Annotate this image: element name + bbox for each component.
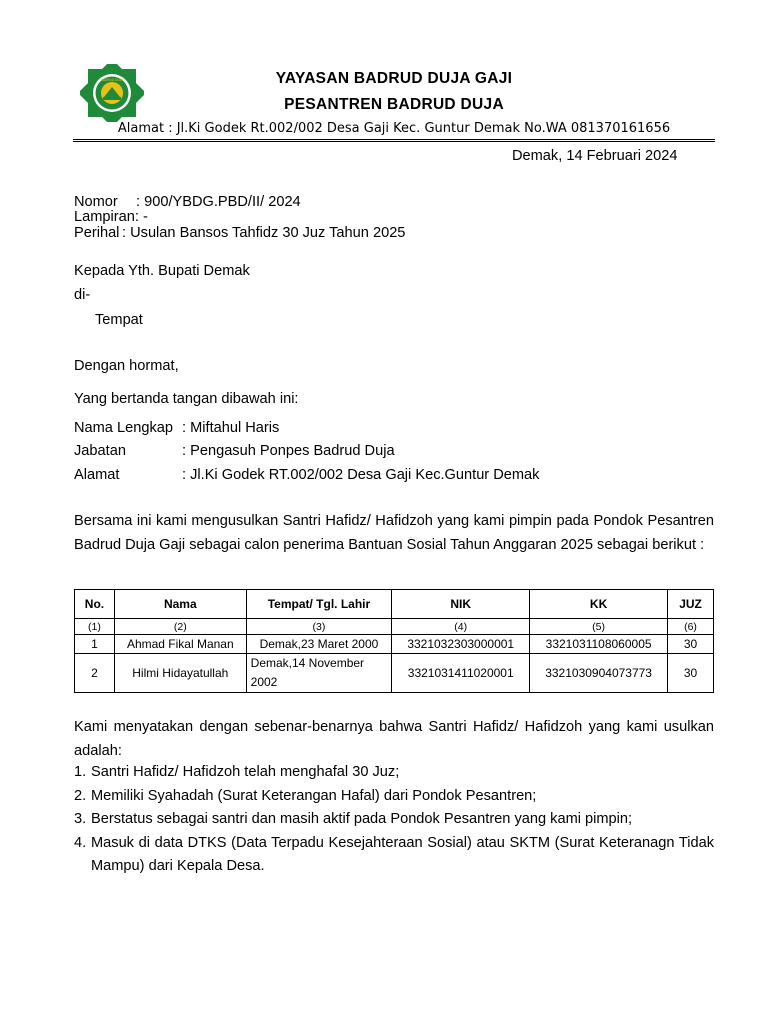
list-item	[74, 785, 714, 809]
lampiran-line: Lampiran: -	[74, 209, 148, 225]
conditions-list	[74, 761, 714, 879]
school-name: PESANTREN BADRUD DUJA	[284, 96, 504, 113]
cell-kk: 3321030904073773	[530, 654, 668, 693]
perihal-value: : Usulan Bansos Tahfidz 30 Juz Tahun 2025	[122, 225, 406, 241]
table-row	[75, 654, 714, 693]
recipient-line-2: di-	[74, 287, 91, 303]
list-item-number: 2.	[74, 787, 87, 804]
cell-nik: 3321032303000001	[392, 635, 530, 654]
recipient-line-1: Kepada Yth. Bupati Demak	[74, 263, 250, 279]
cell-no: 1	[75, 635, 115, 654]
nomor-value: : 900/YBDG.PBD/II/ 2024	[136, 194, 301, 210]
header-kk: KK	[530, 590, 668, 619]
cell-nik: 3321031411020001	[392, 654, 530, 693]
colnum-2: (2)	[114, 619, 246, 635]
letter-date: Demak, 14 Februari 2024	[512, 148, 678, 164]
colnum-5: (5)	[530, 619, 668, 635]
logo-text: BADRUD DUJA	[100, 78, 124, 82]
header-ttl: Tempat/ Tgl. Lahir	[246, 590, 392, 619]
signer-address-label: Alamat	[74, 467, 120, 483]
colnum-1: (1)	[75, 619, 115, 635]
cell-juz: 30	[668, 654, 714, 693]
colnum-4: (4)	[392, 619, 530, 635]
colnum-6: (6)	[668, 619, 714, 635]
table-row	[75, 635, 714, 654]
recipient-line-3: Tempat	[95, 312, 143, 328]
header-nik: NIK	[392, 590, 530, 619]
santri-table	[74, 589, 714, 693]
list-item-number: 1.	[74, 764, 87, 780]
perihal-line	[74, 225, 405, 241]
list-item	[74, 832, 714, 879]
cell-ttl: Demak,23 Maret 2000	[246, 635, 392, 654]
cell-no: 2	[75, 654, 115, 693]
colnum-3: (3)	[246, 619, 392, 635]
header-juz: JUZ	[668, 590, 714, 619]
list-item-text: Santri Hafidz/ Hafidzoh telah menghafal 30 Juz;	[91, 764, 400, 780]
header-no: No.	[75, 590, 115, 619]
list-item-text: Masuk di data DTKS (Data Terpadu Kesejahteraan Sosial) atau SKTM (Surat Keteranagn Tidak Mampu) dari Kepala Desa.	[91, 834, 714, 874]
signer-name-label: Nama Lengkap	[74, 420, 173, 436]
org-name: YAYASAN BADRUD DUJA GAJI	[275, 70, 513, 87]
signer-position-label: Jabatan	[74, 443, 126, 459]
table-column-number-row	[75, 619, 714, 635]
signer-position-value: : Pengasuh Ponpes Badrud Duja	[182, 443, 395, 459]
signer-address-value: : Jl.Ki Godek RT.002/002 Desa Gaji Kec.Guntur Demak	[182, 467, 540, 483]
list-item-text: Memiliki Syahadah (Surat Keterangan Hafal) dari Pondok Pesantren;	[91, 787, 537, 804]
cell-kk: 3321031108060005	[530, 635, 668, 654]
cell-nama: Hilmi Hidayatullah	[114, 654, 246, 693]
nomor-label: Nomor	[74, 194, 118, 210]
body-paragraph: Bersama ini kami mengusulkan Santri Hafidz/ Hafidzoh yang kami pimpin pada Pondok Pesantren Badrud Duja Gaji sebagai calon penerima Bantuan Sosial Tahun Anggaran 2025 sebagai berikut :	[74, 513, 714, 553]
signer-name-value: : Miftahul Haris	[182, 420, 280, 436]
list-item-number: 4.	[74, 834, 87, 851]
statement-intro: Kami menyatakan dengan sebenar-benarnya bahwa Santri Hafidz/ Hafidzoh yang kami usulkan adalah:	[74, 719, 714, 759]
list-item-number: 3.	[74, 811, 87, 827]
cell-nama: Ahmad Fikal Manan	[114, 635, 246, 654]
signer-position-row	[74, 443, 395, 459]
cell-juz: 30	[668, 635, 714, 654]
signer-address-row	[74, 467, 539, 483]
intro-line: Yang bertanda tangan dibawah ini:	[74, 391, 299, 407]
letterhead-address: Alamat : Jl.Ki Godek Rt.002/002 Desa Gaji Kec. Guntur Demak No.WA 081370161656	[117, 121, 671, 136]
greeting: Dengan hormat,	[74, 358, 179, 374]
letterhead-rule-top	[73, 139, 715, 140]
list-item	[74, 808, 714, 832]
table-header-row	[75, 590, 714, 619]
letterhead-rule-bottom	[73, 141, 715, 142]
list-item-text: Berstatus sebagai santri dan masih aktif pada Pondok Pesantren yang kami pimpin;	[91, 811, 633, 827]
nomor-line	[74, 194, 301, 210]
header-nama: Nama	[114, 590, 246, 619]
signer-name-row	[74, 420, 279, 436]
cell-ttl: Demak,14 November 2002	[246, 654, 392, 693]
perihal-label: Perihal	[74, 225, 120, 241]
list-item	[74, 761, 714, 785]
